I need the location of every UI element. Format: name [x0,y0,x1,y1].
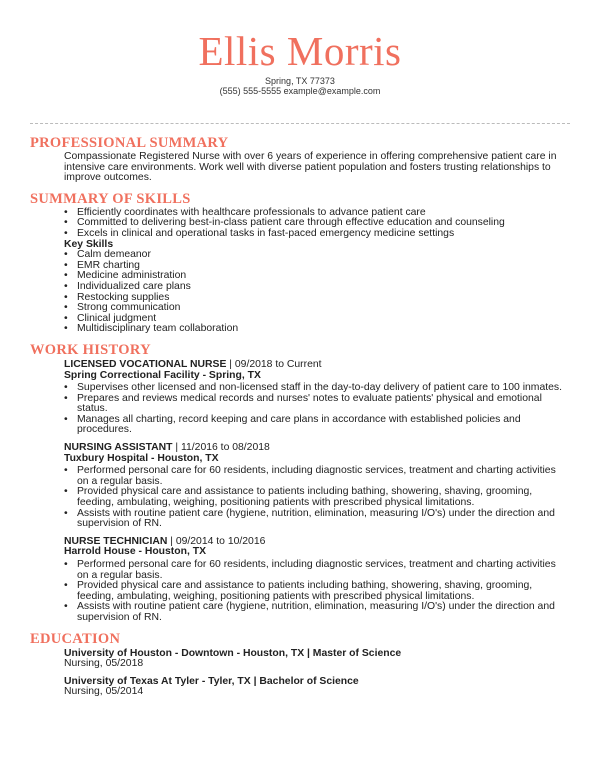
address: Spring, TX 77373 [265,76,335,86]
job-title: LICENSED VOCATIONAL NURSE [64,358,227,370]
list-item: • Performed personal care for 60 residents, including diagnostic services, treatment and charting activities on a regular basis. [64,466,570,487]
job-title-line [64,360,570,371]
section-heading: EDUCATION [30,630,121,647]
company: Tuxbury Hospital - Houston, TX [64,452,219,464]
list-item: • Assists with routine patient care (hygiene, nutrition, elimination, measuring I/O's) under the direction and supervision of RN. [64,602,570,623]
job-bullets [64,560,570,624]
skills-section [30,191,570,335]
job-entry [64,537,570,624]
summary-text: Compassionate Registered Nurse with over 6 years of experience in offering comprehensive patient care in intensive care environments. Work well with diverse patient population and fosters trusting relationships to improve outcomes. [64,151,557,184]
key-skills-list [64,250,570,335]
list-item: • Restocking supplies [64,293,570,304]
professional-summary-section [30,135,570,184]
job-title: NURSING ASSISTANT [64,442,173,454]
list-item: • Supervises other licensed and non-licensed staff in the day-to-day delivery of patient care to 100 inmates. [64,383,570,394]
job-dates: | 11/2016 to 08/2018 [172,442,270,454]
list-item: • Individualized care plans [64,282,570,293]
education-entry [64,677,570,698]
list-item: • Efficiently coordinates with healthcare professionals to advance patient care [64,208,570,219]
company: Spring Correctional Facility - Spring, TX [64,369,261,381]
list-item: • Assists with routine patient care (hygiene, nutrition, elimination, measuring I/O's) under the direction and supervision of RN. [64,509,570,530]
list-item: • EMR charting [64,261,570,272]
list-item: • Manages all charting, record keeping and care plans in accordance with established policies and procedures. [64,415,570,436]
list-item: • Prepares and reviews medical records and nurses' notes to evaluate patients' physical and emotional status. [64,394,570,415]
list-item: • Clinical judgment [64,314,570,325]
contact-info [0,76,600,96]
education-entry [64,649,570,670]
list-item: • Committed to delivering best-in-class patient care through effective education and counseling [64,218,570,229]
school: University of Texas At Tyler - Tyler, TX | Bachelor of Science [64,675,359,687]
divider [30,123,570,124]
job-dates: | 09/2018 to Current [226,358,322,370]
skills-bullets [64,208,570,240]
list-item: • Performed personal care for 60 residents, including diagnostic services, treatment and charting activities on a regular basis. [64,560,570,581]
candidate-name: Ellis Morris [198,28,402,74]
section-heading: PROFESSIONAL SUMMARY [30,135,229,151]
section-heading: SUMMARY OF SKILLS [30,190,191,207]
job-entry [64,360,570,436]
resume-body [30,135,570,705]
degree-detail: Nursing, 05/2014 [64,686,144,698]
job-dates: | 09/2014 to 10/2016 [167,535,266,547]
list-item: • Medicine administration [64,271,570,282]
job-title: NURSE TECHNICIAN [64,535,168,547]
list-item: • Provided physical care and assistance to patients including bathing, showering, shaving, grooming, feeding, ambulating, weighing, positioning patients with prescribed physical limitations. [64,487,570,508]
section-heading: WORK HISTORY [30,341,151,358]
phone-email: (555) 555-5555 example@example.com [219,86,381,96]
list-item: • Excels in clinical and operational tasks in fast-paced emergency medicine settings [64,229,570,240]
education-section [30,631,570,698]
work-history-section [30,342,570,624]
list-item: • Provided physical care and assistance to patients including bathing, showering, shaving, grooming, feeding, ambulating, weighing, positioning patients with prescribed physical limitations. [64,581,570,602]
list-item: • Multidisciplinary team collaboration [64,324,570,335]
job-bullets [64,466,570,530]
job-entry [64,443,570,530]
list-item: • Strong communication [64,303,570,314]
company: Harrold House - Houston, TX [64,546,207,558]
job-bullets [64,383,570,436]
key-skills-label: Key Skills [64,238,114,250]
school: University of Houston - Downtown - Houston, TX | Master of Science [64,647,402,659]
list-item: • Calm demeanor [64,250,570,261]
degree-detail: Nursing, 05/2018 [64,658,144,670]
